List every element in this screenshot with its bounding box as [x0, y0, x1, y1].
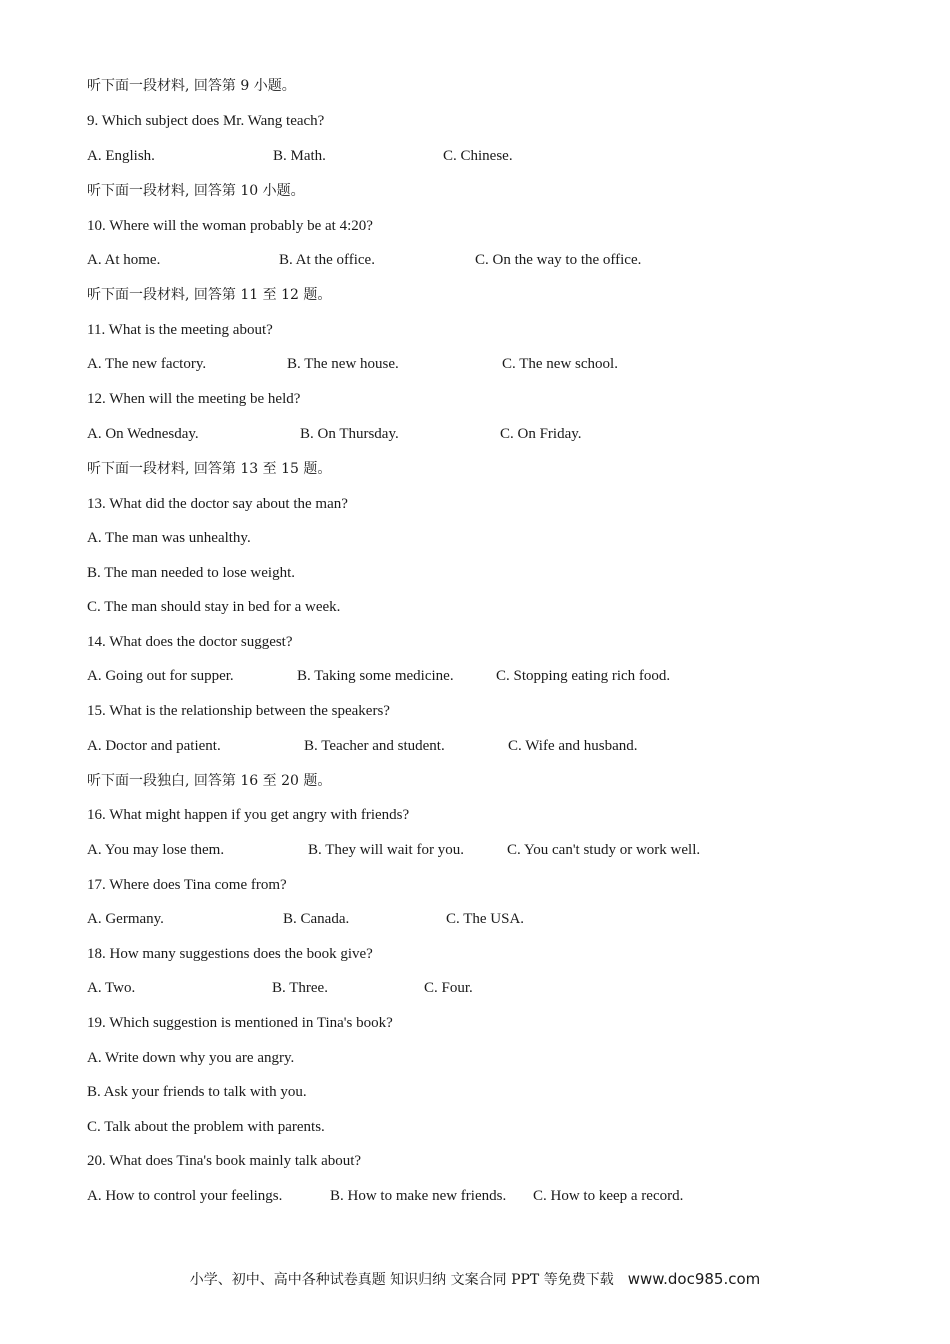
option-20-a: A. How to control your feelings.	[87, 1188, 283, 1204]
option-9-b: B. Math.	[273, 148, 326, 164]
question-12: 12. When will the meeting be held?	[87, 391, 301, 407]
option-20-c: C. How to keep a record.	[533, 1188, 684, 1204]
option-19-b: B. Ask your friends to talk with you.	[87, 1084, 307, 1100]
option-14-a: A. Going out for supper.	[87, 668, 234, 684]
option-13-b: B. The man needed to lose weight.	[87, 565, 296, 581]
option-14-b: B. Taking some medicine.	[297, 668, 454, 684]
option-15-c: C. Wife and husband.	[508, 738, 638, 754]
question-14: 14. What does the doctor suggest?	[87, 634, 293, 650]
option-9-a: A. English.	[87, 148, 155, 164]
option-14-c: C. Stopping eating rich food.	[496, 668, 671, 684]
option-10-c: C. On the way to the office.	[475, 252, 642, 268]
question-20: 20. What does Tina's book mainly talk about?	[87, 1153, 362, 1169]
option-12-c: C. On Friday.	[500, 426, 582, 442]
page-footer	[0, 1269, 950, 1290]
question-17: 17. Where does Tina come from?	[87, 877, 287, 893]
question-18: 18. How many suggestions does the book give?	[87, 946, 373, 962]
section-heading-10: 听下面一段材料, 回答第 10 小题。	[87, 183, 305, 199]
question-16: 16. What might happen if you get angry with friends?	[87, 807, 410, 823]
option-16-a: A. You may lose them.	[87, 842, 225, 858]
question-11: 11. What is the meeting about?	[87, 322, 273, 338]
option-15-b: B. Teacher and student.	[304, 738, 445, 754]
option-19-a: A. Write down why you are angry.	[87, 1050, 295, 1066]
option-17-a: A. Germany.	[87, 911, 164, 927]
option-11-a: A. The new factory.	[87, 356, 207, 372]
option-13-a: A. The man was unhealthy.	[87, 530, 251, 546]
option-9-c: C. Chinese.	[443, 148, 513, 164]
option-12-b: B. On Thursday.	[300, 426, 399, 442]
question-19: 19. Which suggestion is mentioned in Tina's book?	[87, 1015, 393, 1031]
section-heading-9: 听下面一段材料, 回答第 9 小题。	[87, 78, 296, 94]
option-10-a: A. At home.	[87, 252, 161, 268]
option-11-c: C. The new school.	[502, 356, 618, 372]
option-18-c: C. Four.	[424, 980, 473, 996]
option-15-a: A. Doctor and patient.	[87, 738, 221, 754]
option-11-b: B. The new house.	[287, 356, 399, 372]
footer-url-link[interactable]: www.doc985.com	[627, 1270, 761, 1288]
question-13: 13. What did the doctor say about the man?	[87, 496, 348, 512]
option-10-b: B. At the office.	[279, 252, 375, 268]
question-9: 9. Which subject does Mr. Wang teach?	[87, 113, 325, 129]
option-16-c: C. You can't study or work well.	[507, 842, 701, 858]
option-16-b: B. They will wait for you.	[308, 842, 464, 858]
section-heading-13: 听下面一段材料, 回答第 13 至 15 题。	[87, 461, 332, 477]
option-17-b: B. Canada.	[283, 911, 350, 927]
option-18-a: A. Two.	[87, 980, 136, 996]
question-10: 10. Where will the woman probably be at 4:20?	[87, 218, 373, 234]
section-heading-11: 听下面一段材料, 回答第 11 至 12 题。	[87, 287, 332, 303]
section-heading-16: 听下面一段独白, 回答第 16 至 20 题。	[87, 773, 332, 789]
footer-text: 小学、初中、高中各种试卷真题 知识归纳 文案合同 PPT 等免费下载	[189, 1272, 614, 1288]
option-20-b: B. How to make new friends.	[330, 1188, 507, 1204]
option-13-c: C. The man should stay in bed for a week.	[87, 599, 341, 615]
option-18-b: B. Three.	[272, 980, 328, 996]
option-12-a: A. On Wednesday.	[87, 426, 199, 442]
option-17-c: C. The USA.	[446, 911, 525, 927]
question-15: 15. What is the relationship between the speakers?	[87, 703, 390, 719]
option-19-c: C. Talk about the problem with parents.	[87, 1119, 325, 1135]
